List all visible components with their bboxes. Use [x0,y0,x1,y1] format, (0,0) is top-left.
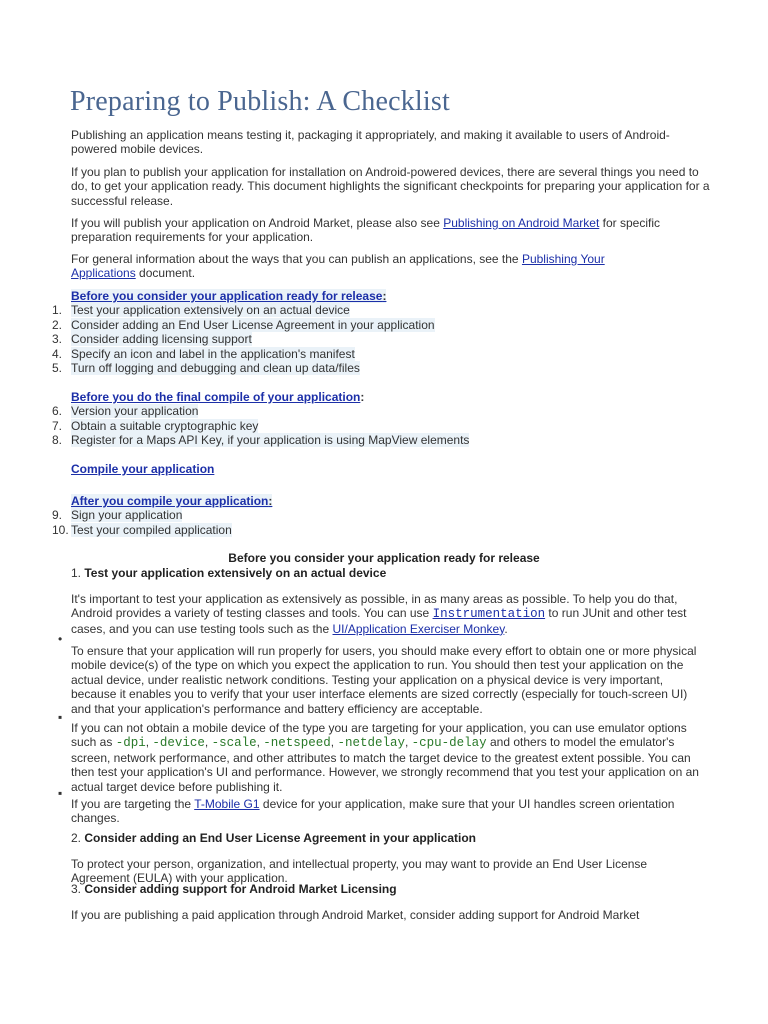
emulator-option-code: -netspeed [263,736,331,751]
item-2-number: 2. [71,831,82,845]
checklist-item [52,523,232,537]
checklist-section-2-title[interactable] [71,390,364,404]
intro-paragraph-2: If you plan to publish your application for installation on Android-powered devices, there are several things you need to do, to get your application ready. This document highlights the significant checkpoints for preparing your application for a successful release. [71,165,710,208]
emulator-option-code: -cpu-delay [411,736,487,751]
item-3-paragraph: If you are publishing a paid application through Android Market, consider adding support for Android Market [71,908,640,922]
item-2-paragraph: To protect your person, organization, and intellectual property, you may want to provide an End User License Agreement (EULA) with your application. [71,857,648,886]
checklist-item [52,332,252,346]
t-mobile-g1-link[interactable]: T-Mobile G1 [194,797,260,811]
checklist-section-1-link[interactable]: Before you consider your application ready for release [71,289,383,303]
checklist-item [52,303,350,317]
item-3-number: 3. [71,882,82,896]
instrumentation-link[interactable]: Instrumentation [432,607,546,622]
item-1-paragraph-mid: to run JUnit and other test cases, and you can use testing tools such as the [71,606,687,636]
bullet-3-tail: device for your application, make sure that your UI handles screen orientation changes. [71,797,675,826]
checklist-item-number: 3. [52,332,63,346]
checklist-item-text: Register for a Maps API Key, if your application is using MapView elements [71,433,470,447]
bullet-marker: ▪ [58,786,63,800]
intro-paragraph-3-tail: for specific preparation requirements for your application. [71,216,660,245]
checklist-item-text: Test your application extensively on an actual device [71,303,350,317]
checklist-item-number: 4. [52,346,63,361]
checklist-item-number: 2. [52,317,63,332]
checklist-item-text: Consider adding an End User License Agreement in your application [71,317,435,332]
publishing-on-android-market-link[interactable]: Publishing on Android Market [443,216,600,230]
publishing-your-applications-link-part1[interactable]: Publishing Your [521,252,605,266]
item-2-heading [71,831,476,845]
colon: : [268,494,273,508]
checklist-section-3-title[interactable]: Compile your application [71,462,215,476]
checklist-item-number: 1. [52,303,63,317]
page-title: Preparing to Publish: A Checklist [70,86,450,117]
bullet-2-text [71,721,701,794]
monkey-link[interactable]: UI/Application Exerciser Monkey [332,621,505,636]
item-1-number: 1. [71,566,82,580]
checklist-item-number: 9. [52,508,63,522]
item-1-paragraph-end: . [504,621,508,636]
publishing-your-applications-link-part2[interactable]: Applications [71,266,136,281]
emulator-option-code: -netdelay [337,736,405,751]
colon: : [382,289,387,303]
item-2-title: Consider adding an End User License Agreement in your application [84,831,476,845]
checklist-item-number: 5. [52,361,63,375]
emulator-option-code: -device [152,736,205,751]
separator: , [330,735,338,750]
checklist-item-text: Consider adding licensing support [71,332,252,346]
checklist-item-text: Turn off logging and debugging and clean up data/files [71,361,360,375]
bullet-3-text [71,797,701,826]
intro-paragraph-3-text: If you will publish your application on Android Market, please also see [71,216,444,230]
section-heading: Before you consider your application ready for release [228,551,540,565]
checklist-section-2-link[interactable]: Before you do the final compile of your application [71,390,361,404]
intro-paragraph-4 [71,252,711,281]
item-1-paragraph [71,592,701,636]
checklist-item-text: Specify an icon and label in the application's manifest [71,346,355,361]
intro-paragraph-1: Publishing an application means testing it, packaging it appropriately, and making it available to users of Android-powered mobile devices. [71,128,670,157]
checklist-item-number: 8. [52,433,63,447]
checklist-section-4-title[interactable] [71,494,272,508]
bullet-3-lead: If you are targeting the [71,797,195,811]
checklist-item [52,419,258,433]
checklist-item [52,347,355,361]
checklist-item [52,433,469,447]
emulator-option-code: -dpi [115,736,146,751]
bullet-marker: • [58,632,63,646]
checklist-item-number: 7. [52,418,63,433]
intro-paragraph-4-text: For general information about the ways that you can publish an applications, see the [71,252,522,266]
checklist-item [52,508,182,522]
emulator-options [116,735,487,749]
separator: , [204,735,212,750]
checklist-item-text: Test your compiled application [71,522,232,537]
item-3-heading [71,882,397,896]
checklist-item [52,404,198,418]
intro-paragraph-3 [71,216,711,245]
item-1-title: Test your application extensively on an actual device [84,566,387,580]
checklist-item-text: Obtain a suitable cryptographic key [71,418,259,433]
item-1-heading [71,566,386,580]
checklist-item [52,361,360,375]
bullet-2-tail: and others to model the emulator's screen, network performance, and other attributes to match the target device to the greatest extent possible. You can then test your application's UI and performance. However, we strongly recommend that you test your application on an actual target device before publishing it. [71,735,699,794]
separator: , [404,735,412,750]
bullet-1-text: To ensure that your application will run properly for users, you should make every effort to obtain one or more physical mobile device(s) of the type on which you expect the application to run. You should then test your application on the actual device, under realistic network conditions. Testing your application on a physical device is very important, because it enables you to verify that your user interface elements are sized correctly (especially for touch-screen UI) and that your application's performance and battery efficiency are acceptable. [71,644,697,716]
intro-paragraph-4-tail: document. [135,266,196,281]
checklist-item-text: Version your application [71,404,199,418]
checklist-item-number: 6. [52,404,63,418]
checklist-section-1-title[interactable] [71,289,386,303]
checklist-item-text: Sign your application [71,508,183,522]
bullet-2-lead: If you can not obtain a mobile device of the type you are targeting for your application, you can use emulator options such as [71,721,687,750]
checklist-item [52,318,435,332]
checklist-item-number: 10. [52,522,69,537]
separator: , [145,735,153,750]
bullet-marker: ▪ [58,710,63,724]
separator: , [256,735,264,750]
colon: : [360,390,365,404]
emulator-option-code: -scale [211,736,257,751]
item-3-title: Consider adding support for Android Market Licensing [84,882,397,896]
checklist-section-4-link[interactable]: After you compile your application [71,494,269,508]
item-1-paragraph-text: It's important to test your application as extensively as possible, in as many areas as possible. To help you do that, Android provides a variety of testing classes and tools. You can use [71,592,678,621]
